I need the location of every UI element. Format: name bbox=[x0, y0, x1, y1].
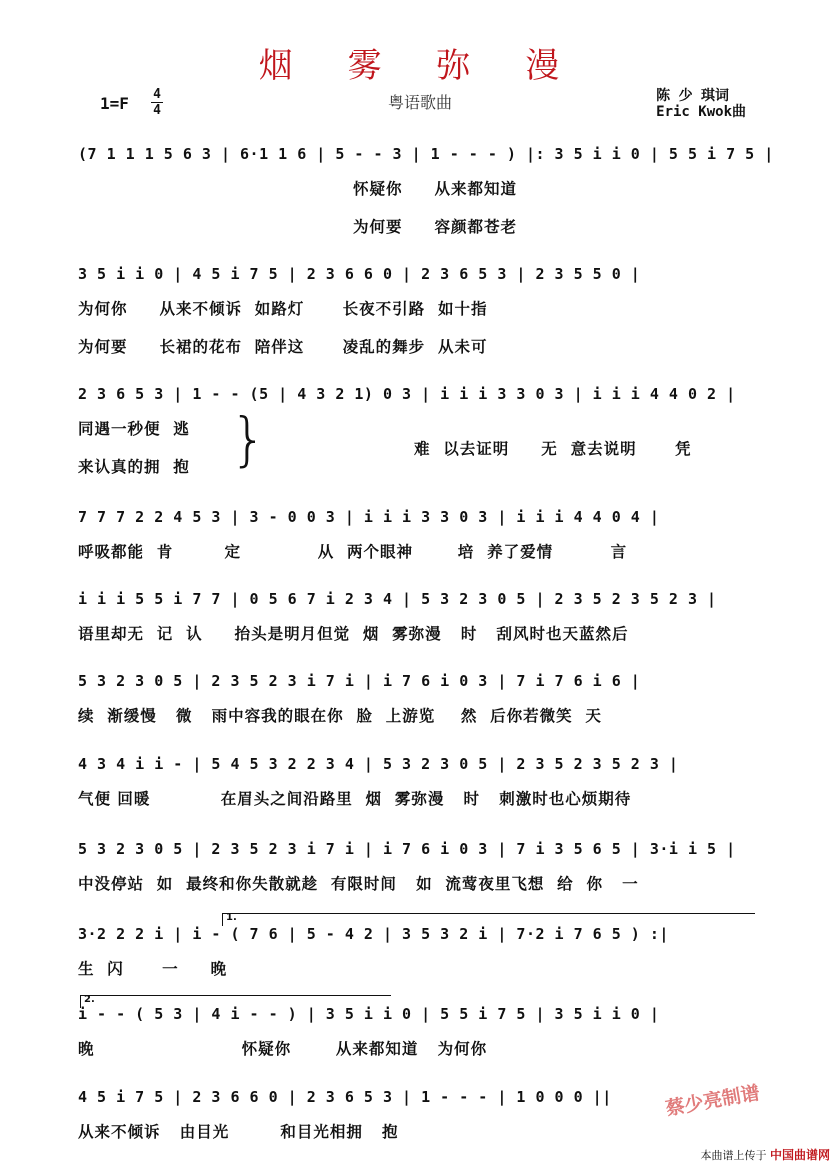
composer: Eric Kwok曲 bbox=[656, 104, 746, 120]
key-signature: 1=F bbox=[100, 94, 129, 113]
notation-line: 4 3 4 i i - | 5 4 5 3 2 2 3 4 | 5 3 2 3 0 5 | 2 3 5 2 3 5 2 3 | bbox=[78, 755, 679, 773]
volta-bracket-2: 2. bbox=[80, 995, 391, 1008]
notation-line: 4 5 i 7 5 | 2 3 6 6 0 | 2 3 6 5 3 | 1 - - - | 1 0 0 0 || bbox=[78, 1088, 612, 1106]
notation-line: i i i 5 5 i 7 7 | 0 5 6 7 i 2 3 4 | 5 3 2 3 0 5 | 2 3 5 2 3 5 2 3 | bbox=[78, 590, 717, 608]
lyric-line: 同遇一秒便 逃 bbox=[78, 420, 190, 438]
lyric-line: 晚 怀疑你 从来都知道 为何你 bbox=[78, 1040, 488, 1058]
song-title: 烟 雾 弥 漫 bbox=[258, 46, 582, 86]
time-signature bbox=[151, 88, 163, 117]
footer-site: 中国曲谱网 bbox=[769, 1148, 830, 1162]
notation-line: 7 7 7 2 2 4 5 3 | 3 - 0 0 3 | i i i 3 3 0 3 | i i i 4 4 0 4 | bbox=[78, 508, 660, 526]
lyric-line-joined: 难 以去证明 无 意去说明 凭 bbox=[414, 440, 692, 458]
footer-text: 本曲谱上传于 bbox=[700, 1149, 767, 1162]
brace: } bbox=[230, 405, 267, 473]
time-bottom: 4 bbox=[153, 103, 161, 118]
watermark: 蔡少亮制谱 bbox=[664, 1081, 762, 1121]
notation-line: 5 3 2 3 0 5 | 2 3 5 2 3 i 7 i | i 7 6 i 0 3 | 7 i 7 6 i 6 | bbox=[78, 672, 641, 690]
lyric-line: 生 闪 一 晚 bbox=[78, 960, 228, 978]
lyric-line: 怀疑你 从来都知道 bbox=[78, 180, 518, 198]
notation-line: 2 3 6 5 3 | 1 - - (5 | 4 3 2 1) 0 3 | i i i 3 3 0 3 | i i i 4 4 0 2 | bbox=[78, 385, 736, 403]
lyric-line: 来认真的拥 抱 bbox=[78, 458, 190, 476]
lyric-line: 气便 回暖 在眉头之间沿路里 烟 雾弥漫 时 刺激时也心烦期待 bbox=[78, 790, 632, 808]
lyric-line: 为何要 容颜都苍老 bbox=[78, 218, 518, 236]
lyric-line: 中没停站 如 最终和你失散就趁 有限时间 如 流莺夜里飞想 给 你 一 bbox=[78, 875, 639, 893]
lyric-line: 呼吸都能 肯 定 从 两个眼神 培 养了爱情 言 bbox=[78, 543, 628, 561]
footer bbox=[700, 1146, 830, 1163]
song-genre: 粤语歌曲 bbox=[387, 93, 452, 112]
notation-line: 3·2 2 2 i | i - ( 7 6 | 5 - 4 2 | 3 5 3 2 i | 7·2 i 7 6 5 ) :| bbox=[78, 925, 669, 943]
lyric-line: 为何你 从来不倾诉 如路灯 长夜不引路 如十指 bbox=[78, 300, 488, 318]
lyric-line: 从来不倾诉 由目光 和目光相拥 抱 bbox=[78, 1123, 399, 1141]
credits bbox=[656, 88, 746, 120]
lyricist: 陈 少 琪词 bbox=[656, 88, 729, 104]
notation-line: 3 5 i i 0 | 4 5 i 7 5 | 2 3 6 6 0 | 2 3 6 5 3 | 2 3 5 5 0 | bbox=[78, 265, 641, 283]
notation-line: (7 1 1 1 5 6 3 | 6·1 1 6 | 5 - - 3 | 1 - - - ) |: 3 5 i i 0 | 5 5 i 7 5 | bbox=[78, 145, 774, 163]
time-top: 4 bbox=[153, 87, 161, 102]
lyric-line: 语里却无 记 认 抬头是明月但觉 烟 雾弥漫 时 刮风时也天蓝然后 bbox=[78, 625, 629, 643]
lyric-line: 为何要 长裙的花布 陪伴这 凌乱的舞步 从未可 bbox=[78, 338, 488, 356]
volta-bracket-1: 1. bbox=[222, 913, 755, 926]
notation-line: i - - ( 5 3 | 4 i - - ) | 3 5 i i 0 | 5 5 i 7 5 | 3 5 i i 0 | bbox=[78, 1005, 660, 1023]
notation-line: 5 3 2 3 0 5 | 2 3 5 2 3 i 7 i | i 7 6 i 0 3 | 7 i 3 5 6 5 | 3·i i 5 | bbox=[78, 840, 736, 858]
lyric-line: 续 渐缓慢 微 雨中容我的眼在你 脸 上游览 然 后你若微笑 天 bbox=[78, 707, 602, 725]
